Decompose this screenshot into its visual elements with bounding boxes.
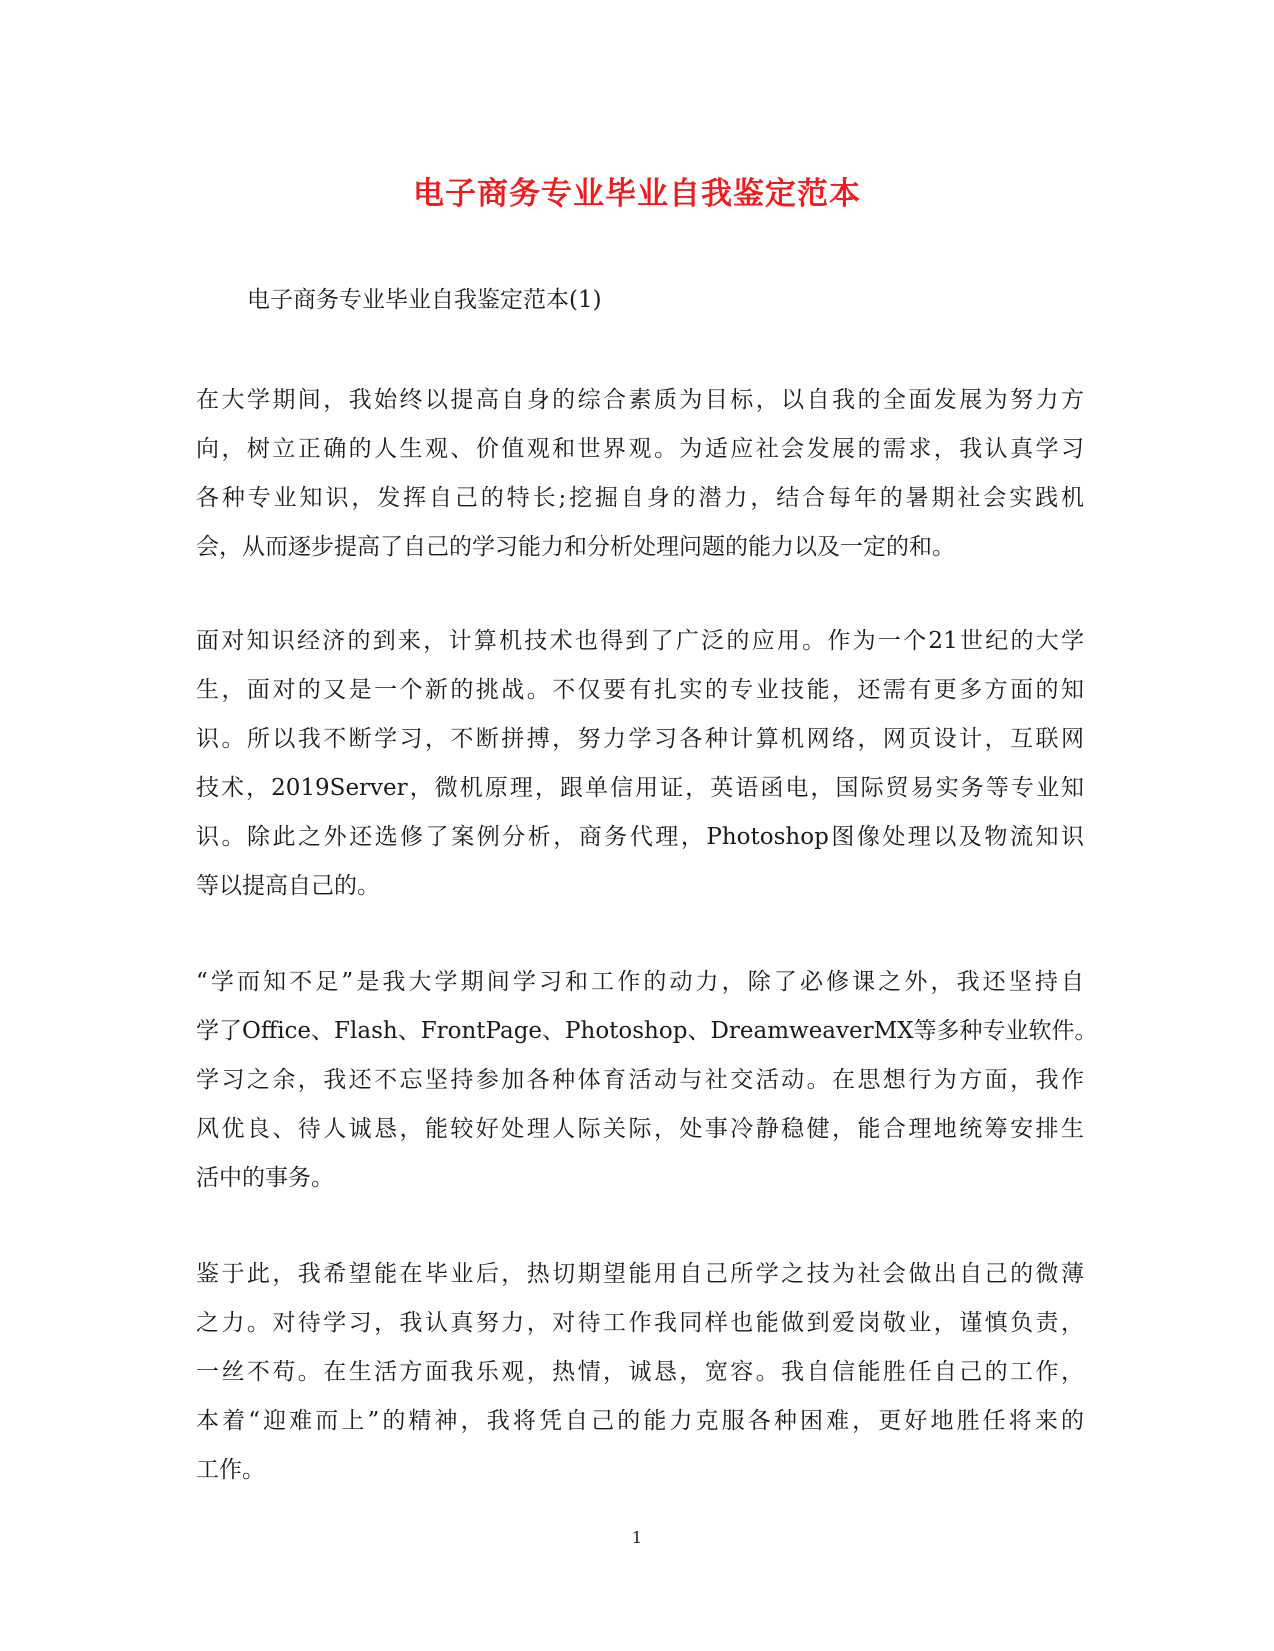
paragraph-line: 一丝不苟。在生活方面我乐观，热情，诚恳，宽容。我自信能胜任自己的工作， — [196, 1359, 1084, 1385]
paragraph-line: 技术，2019Server，微机原理，跟单信用证，英语函电，国际贸易实务等专业知 — [196, 775, 1084, 801]
paragraph-line: 学习之余，我还不忘坚持参加各种体育活动与社交活动。在思想行为方面，我作 — [196, 1067, 1084, 1093]
paragraph-line: 等以提高自己的。 — [196, 873, 380, 899]
paragraph-line: “学而知不足”是我大学期间学习和工作的动力，除了必修课之外，我还坚持自 — [196, 969, 1084, 995]
paragraph-line: 工作。 — [196, 1457, 265, 1483]
paragraph-line: 之力。对待学习，我认真努力，对待工作我同样也能做到爱岗敬业，谨慎负责， — [196, 1310, 1084, 1336]
paragraph-line: 面对知识经济的到来，计算机技术也得到了广泛的应用。作为一个21世纪的大学 — [196, 628, 1084, 654]
page-number: 1 — [631, 1528, 643, 1547]
paragraph-3 — [196, 958, 1098, 1203]
paragraph-line: 识。所以我不断学习，不断拼搏，努力学习各种计算机网络，网页设计，互联网 — [196, 726, 1084, 752]
paragraph-2 — [196, 617, 1084, 911]
paragraph-line: 生，面对的又是一个新的挑战。不仅要有扎实的专业技能，还需有更多方面的知 — [196, 677, 1084, 703]
paragraph-line: 鉴于此，我希望能在毕业后，热切期望能用自己所学之技为社会做出自己的微薄 — [196, 1261, 1084, 1287]
paragraph-line: 本着“迎难而上”的精神，我将凭自己的能力克服各种困难，更好地胜任将来的 — [196, 1408, 1084, 1434]
paragraph-line: 向，树立正确的人生观、价值观和世界观。为适应社会发展的需求，我认真学习 — [196, 436, 1084, 462]
document-title: 电子商务专业毕业自我鉴定范本 — [413, 176, 861, 212]
paragraph-line: 活中的事务。 — [196, 1165, 334, 1191]
paragraph-line: 会，从而逐步提高了自己的学习能力和分析处理问题的能力以及一定的和。 — [196, 534, 955, 560]
paragraph-line: 各种专业知识，发挥自己的特长;挖掘自身的潜力，结合每年的暑期社会实践机 — [196, 485, 1084, 511]
paragraph-line: 风优良、待人诚恳，能较好处理人际关际，处事冷静稳健，能合理地统筹安排生 — [196, 1116, 1084, 1142]
paragraph-4 — [196, 1250, 1084, 1495]
paragraph-line: 在大学期间，我始终以提高自身的综合素质为目标，以自我的全面发展为努力方 — [196, 387, 1084, 413]
paragraph-line: 学了Office、Flash、FrontPage、Photoshop、DreamweaverMX等多种专业软件。 — [196, 1018, 1098, 1044]
document-subtitle: 电子商务专业毕业自我鉴定范本(1) — [247, 287, 602, 313]
paragraph-1 — [196, 376, 1084, 572]
paragraph-line: 识。除此之外还选修了案例分析，商务代理，Photoshop图像处理以及物流知识 — [196, 824, 1084, 850]
